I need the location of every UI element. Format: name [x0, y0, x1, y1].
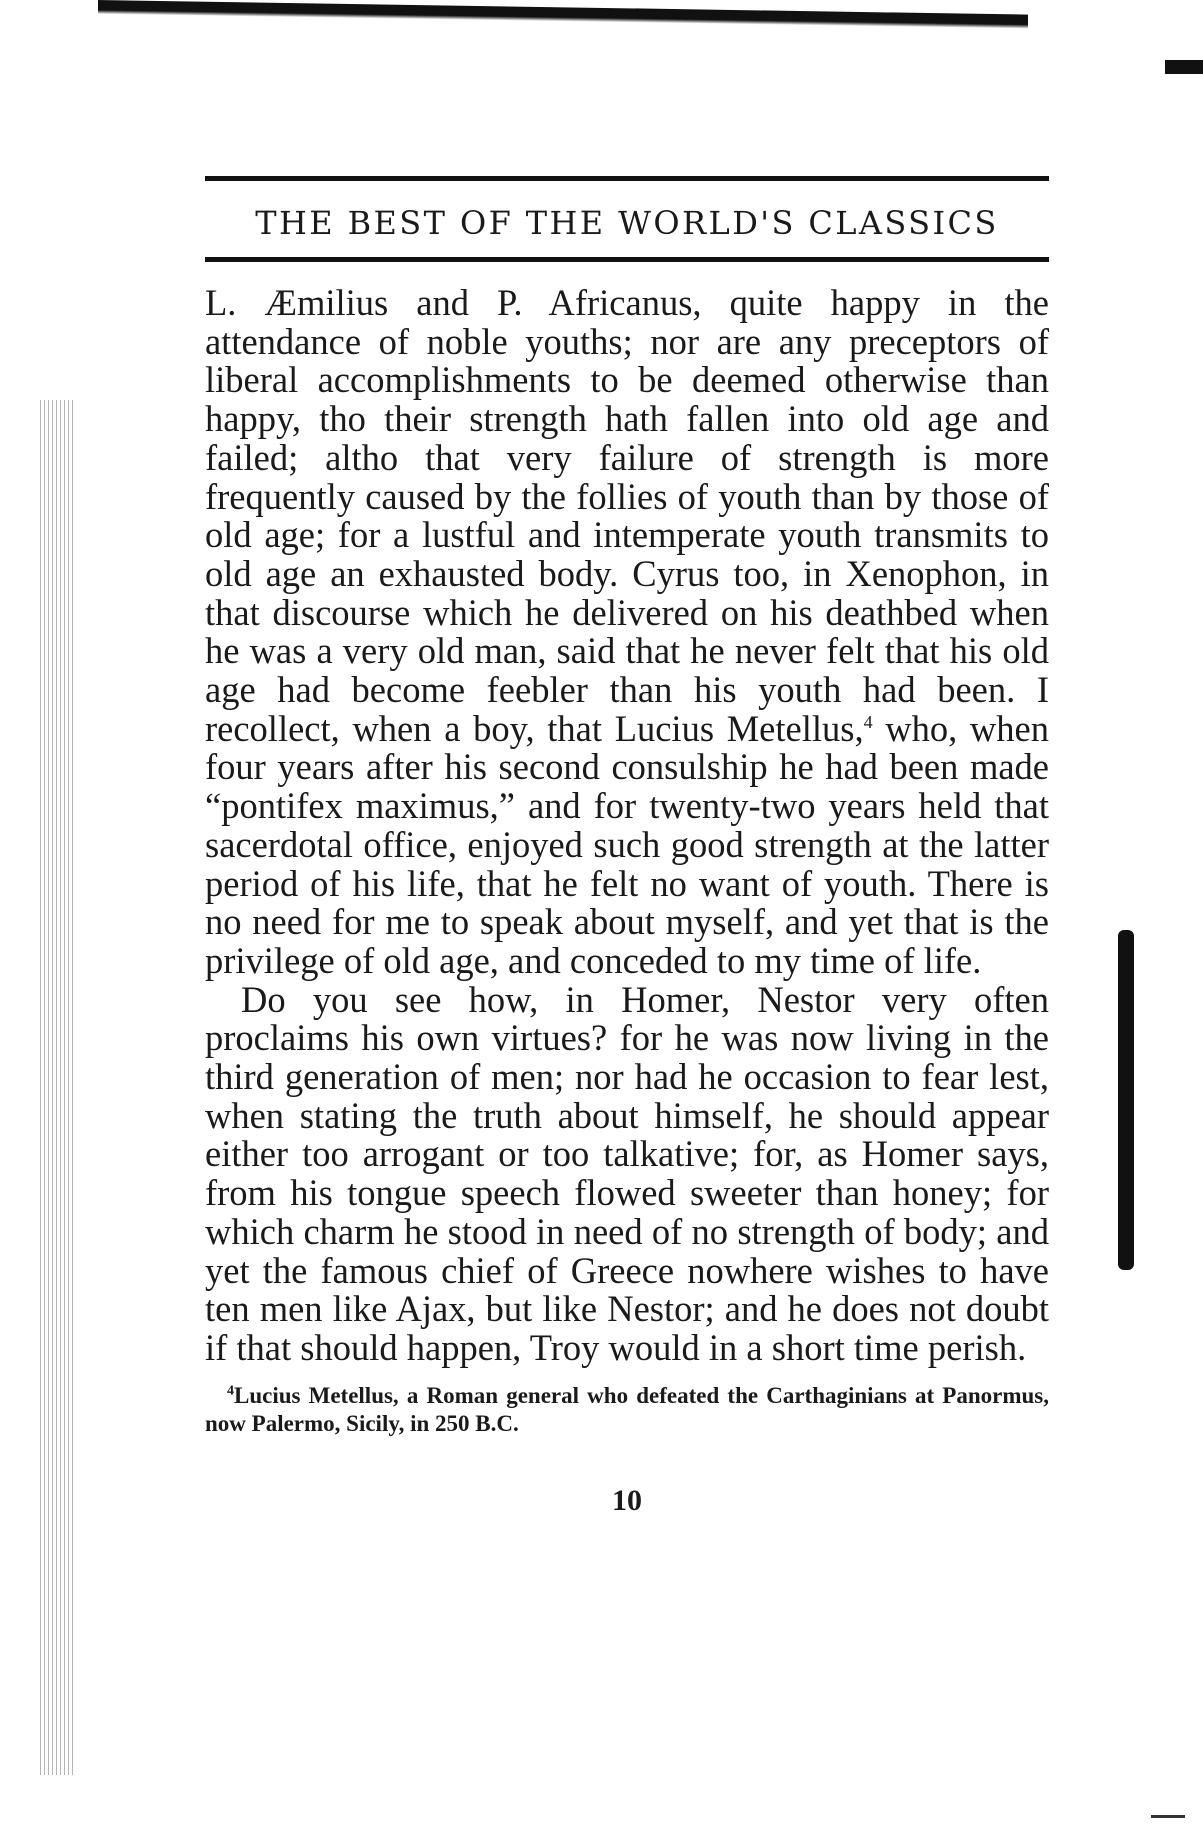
- scan-top-edge-artifact: [98, 0, 1028, 29]
- scan-binding-lines-artifact: [40, 400, 76, 1775]
- scan-corner-artifact: [1165, 60, 1203, 74]
- footnote-text: Lucius Metellus, a Roman general who defeated the Carthaginians at Panormus, now Palermo, Sicily, in 250 B.C.: [205, 1382, 1049, 1436]
- running-header: THE BEST OF THE WORLD'S CLASSICS: [255, 204, 999, 242]
- paragraph-1: [205, 284, 1049, 981]
- scan-margin-mark-artifact: [1118, 930, 1134, 1270]
- footnote-marker: 4: [227, 1383, 234, 1399]
- header-rule-bottom: [205, 257, 1049, 262]
- book-page: [205, 176, 1049, 1518]
- paragraph-1-continued: who, when four years after his second consulship he had been made “pontifex maximus,” and for twenty-two years held that sacerdotal office, enjoyed such good strength at the latter period of his life, that he felt no want of youth. There is no need for me to speak about myself, and yet that is the privilege of old age, and conceded to my time of life.: [205, 707, 1049, 981]
- scan-bottom-artifact: [1151, 1815, 1185, 1818]
- paragraph-2: Do you see how, in Homer, Nestor very often proclaims his own virtues? for he was now living in the third generation of men; nor had he occasion to fear lest, when stating the truth about himself, he should appear either too arrogant or too talkative; for, as Homer says, from his tongue speech flowed sweeter than honey; for which charm he stood in need of no strength of body; and yet the famous chief of Greece nowhere wishes to have ten men like Ajax, but like Nestor; and he does not doubt if that should happen, Troy would in a short time perish.: [205, 978, 1049, 1368]
- footnote-reference: 4: [863, 711, 873, 732]
- page-number: 10: [612, 1483, 642, 1517]
- footnote: [205, 1382, 1049, 1438]
- body-text: [205, 284, 1049, 1368]
- paragraph-1-text: L. Æmilius and P. Africanus, quite happy in the attendance of noble youths; nor are any preceptors of liberal accomplishments to be deemed otherwise than happy, tho their strength hath fallen into old age and failed; altho that very failure of strength is more frequently caused by the follies of youth than by those of old age; for a lustful and intemperate youth transmits to old age an exhausted body. Cyrus too, in Xenophon, in that discourse which he delivered on his deathbed when he was a very old man, said that he never felt that his old age had become feebler than his youth had been. I recollect, when a boy, that Lucius Metellus,: [205, 282, 1049, 749]
